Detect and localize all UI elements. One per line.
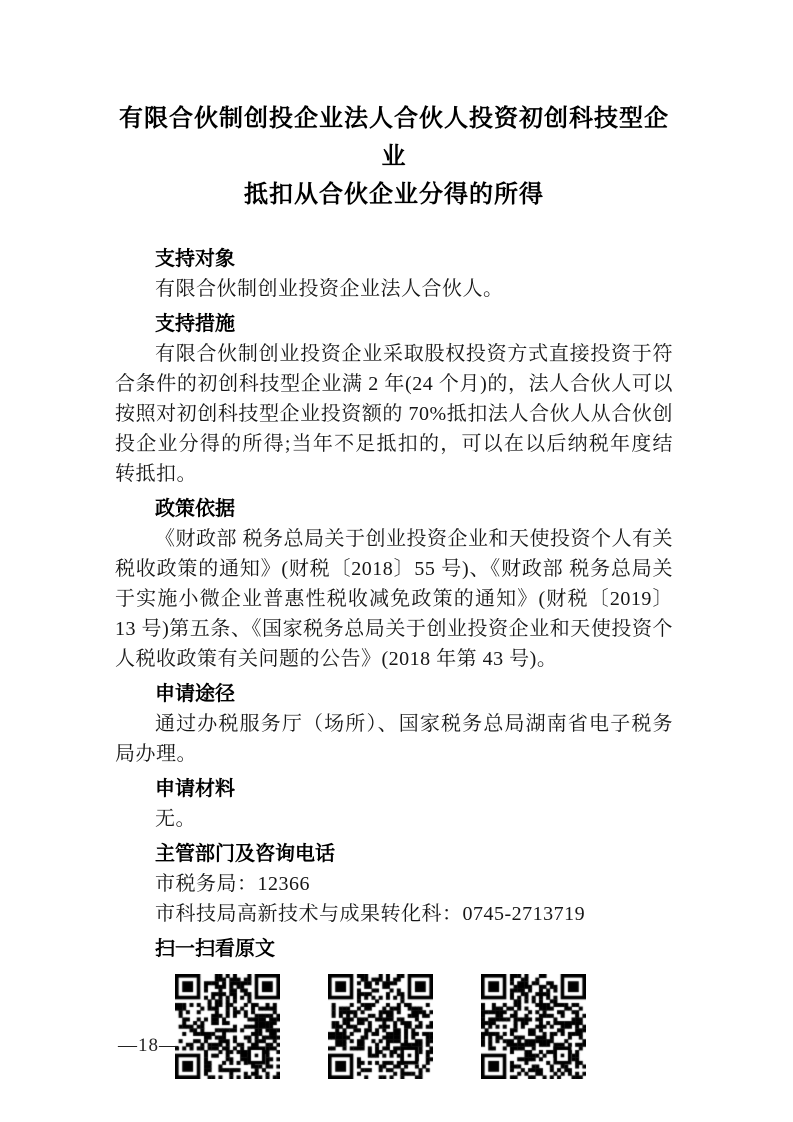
section-paragraph: 通过办税服务厅（场所）、国家税务总局湖南省电子税务局办理。 xyxy=(115,713,673,765)
section-heading-scan-original: 扫一扫看原文 xyxy=(155,938,275,960)
qr-code xyxy=(481,974,586,1079)
section-heading-policy-basis: 政策依据 xyxy=(155,498,235,520)
section-heading-support-measures: 支持措施 xyxy=(155,313,235,335)
page-title-line-1: 有限合伙制创投企业法人合伙人投资初创科技型企业 xyxy=(119,106,669,170)
page-title xyxy=(115,100,673,214)
qr-code xyxy=(175,974,280,1079)
section-paragraph: 无。 xyxy=(155,808,196,830)
contact-line-tax-bureau: 市税务局：12366 xyxy=(155,873,310,895)
section-heading-department-contacts: 主管部门及咨询电话 xyxy=(155,843,335,865)
page-number: —18— xyxy=(118,1035,179,1056)
qr-code-row xyxy=(175,974,673,1079)
section-heading-support-target: 支持对象 xyxy=(155,248,235,270)
page-title-line-2: 抵扣从合伙企业分得的所得 xyxy=(244,182,544,208)
contact-line-science-bureau: 市科技局高新技术与成果转化科：0745-2713719 xyxy=(155,903,586,925)
section-paragraph: 有限合伙制创业投资企业法人合伙人。 xyxy=(155,278,504,300)
section-paragraph: 《财政部 税务总局关于创业投资企业和天使投资个人有关税收政策的通知》(财税〔2018〕55 号)、《财政部 税务总局关于实施小微企业普惠性税收减免政策的通知》(财税〔2019〕13 号)第五条、《国家税务总局关于创业投资企业和天使投资个人税收政策有关问题的公告》(2018 年第 43 号)。 xyxy=(115,528,673,670)
section-heading-application-channel: 申请途径 xyxy=(155,683,235,705)
section-paragraph: 有限合伙制创业投资企业采取股权投资方式直接投资于符合条件的初创科技型企业满 2 年(24 个月)的，法人合伙人可以按照对初创科技型企业投资额的 70%抵扣法人合伙人从合伙创投企业分得的所得;当年不足抵扣的，可以在以后纳税年度结转抵扣。 xyxy=(115,343,673,485)
qr-code xyxy=(328,974,433,1079)
section-heading-application-materials: 申请材料 xyxy=(155,778,235,800)
